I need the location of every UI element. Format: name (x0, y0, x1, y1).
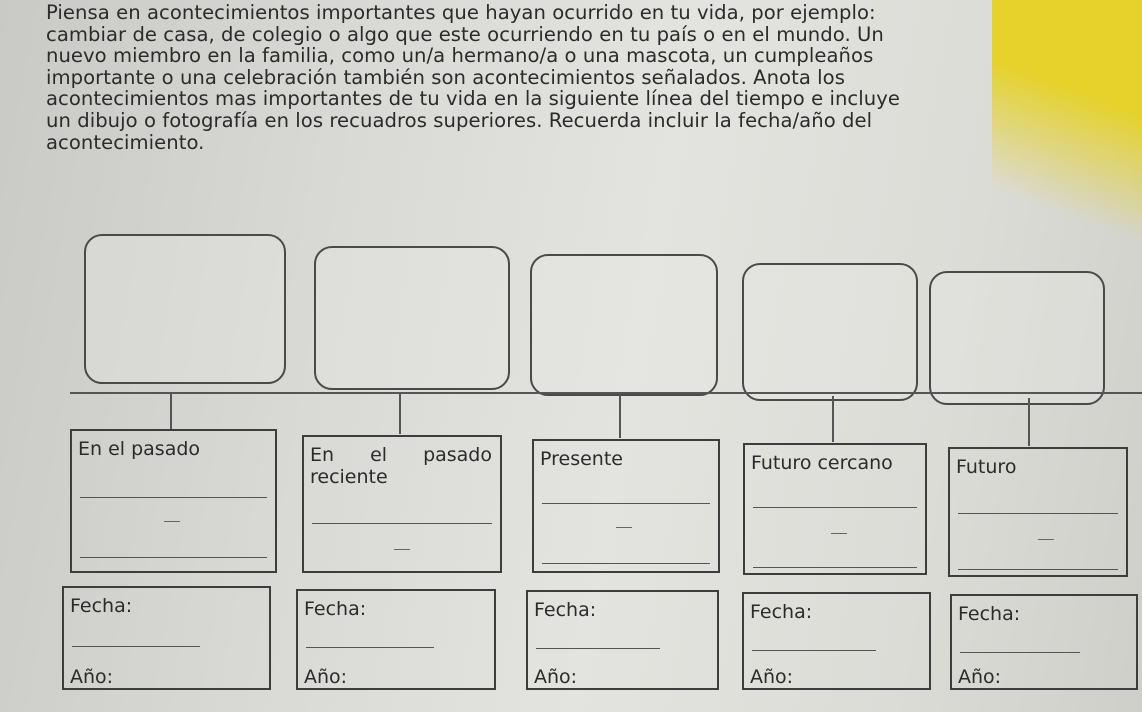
timeline-tick (1028, 398, 1030, 446)
year-label: Año: (750, 666, 794, 688)
instructions-line: un dibujo o fotografía en los recuadros superiores. Recuerda incluir la fecha/año del (46, 108, 873, 132)
timeline-tick (399, 392, 401, 434)
answer-line[interactable] (542, 503, 710, 504)
timeline-tick (170, 392, 172, 430)
date-line[interactable] (72, 646, 200, 647)
timeline-tick (832, 396, 834, 442)
drawing-box-future[interactable] (929, 271, 1105, 405)
drawing-box-near-future[interactable] (742, 263, 918, 401)
answer-dash (1038, 539, 1054, 540)
date-label: Fecha: (304, 598, 367, 620)
answer-line[interactable] (542, 563, 710, 564)
event-label: En el pasado (78, 438, 201, 460)
date-line[interactable] (960, 652, 1080, 653)
event-box-near-future[interactable] (743, 443, 927, 575)
answer-dash (164, 521, 180, 522)
instructions-line: importante o una celebración también son acontecimientos señalados. Anota los (46, 65, 845, 89)
instructions-line: acontecimiento. (46, 130, 205, 154)
date-line[interactable] (752, 650, 876, 651)
timeline-tick (619, 392, 621, 438)
event-label: Futuro (956, 456, 1017, 478)
event-box-recent-past[interactable] (302, 435, 502, 573)
date-line[interactable] (306, 647, 434, 648)
year-label: Año: (958, 666, 1002, 688)
drawing-box-present[interactable] (530, 254, 718, 396)
instructions-line: acontecimientos mas importantes de tu vida en la siguiente línea del tiempo e incluye (46, 87, 900, 111)
event-box-present[interactable] (532, 439, 720, 573)
answer-line[interactable] (753, 507, 917, 508)
year-label: Año: (304, 666, 348, 688)
date-box-past[interactable] (62, 586, 271, 690)
instructions-paragraph (46, 2, 1046, 153)
event-label: En el pasado (310, 444, 492, 466)
timeline-line (70, 392, 1142, 394)
answer-line[interactable] (753, 567, 917, 568)
event-box-past[interactable] (70, 429, 277, 573)
drawing-box-past[interactable] (84, 234, 286, 384)
instructions-line: nuevo miembro en la familia, como un/a hermano/a o una mascota, un cumpleaños (46, 44, 874, 68)
date-label: Fecha: (958, 603, 1021, 625)
date-box-future[interactable] (950, 594, 1138, 690)
answer-line[interactable] (958, 513, 1118, 514)
instructions-line: Piensa en acontecimientos importantes que hayan ocurrido en tu vida, por ejemplo: (46, 1, 876, 24)
event-label-line2: reciente (310, 466, 388, 488)
date-box-recent-past[interactable] (296, 589, 496, 690)
year-label: Año: (534, 666, 578, 688)
answer-line[interactable] (312, 523, 492, 524)
date-box-near-future[interactable] (742, 592, 931, 690)
answer-line[interactable] (958, 569, 1118, 570)
answer-dash (394, 549, 410, 550)
date-label: Fecha: (750, 601, 813, 623)
answer-dash (616, 527, 632, 528)
date-box-present[interactable] (526, 590, 719, 690)
drawing-box-recent-past[interactable] (314, 246, 510, 390)
date-label: Fecha: (534, 599, 597, 621)
event-label: Futuro cercano (751, 452, 893, 474)
date-line[interactable] (536, 648, 660, 649)
answer-dash (831, 533, 847, 534)
answer-line[interactable] (80, 497, 267, 498)
instructions-line: cambiar de casa, de colegio o algo que este ocurriendo en tu país o en el mundo. Un (46, 22, 884, 46)
event-box-future[interactable] (948, 447, 1128, 577)
event-label: Presente (540, 448, 623, 470)
date-label: Fecha: (70, 595, 133, 617)
answer-line[interactable] (80, 557, 267, 558)
year-label: Año: (70, 666, 114, 688)
